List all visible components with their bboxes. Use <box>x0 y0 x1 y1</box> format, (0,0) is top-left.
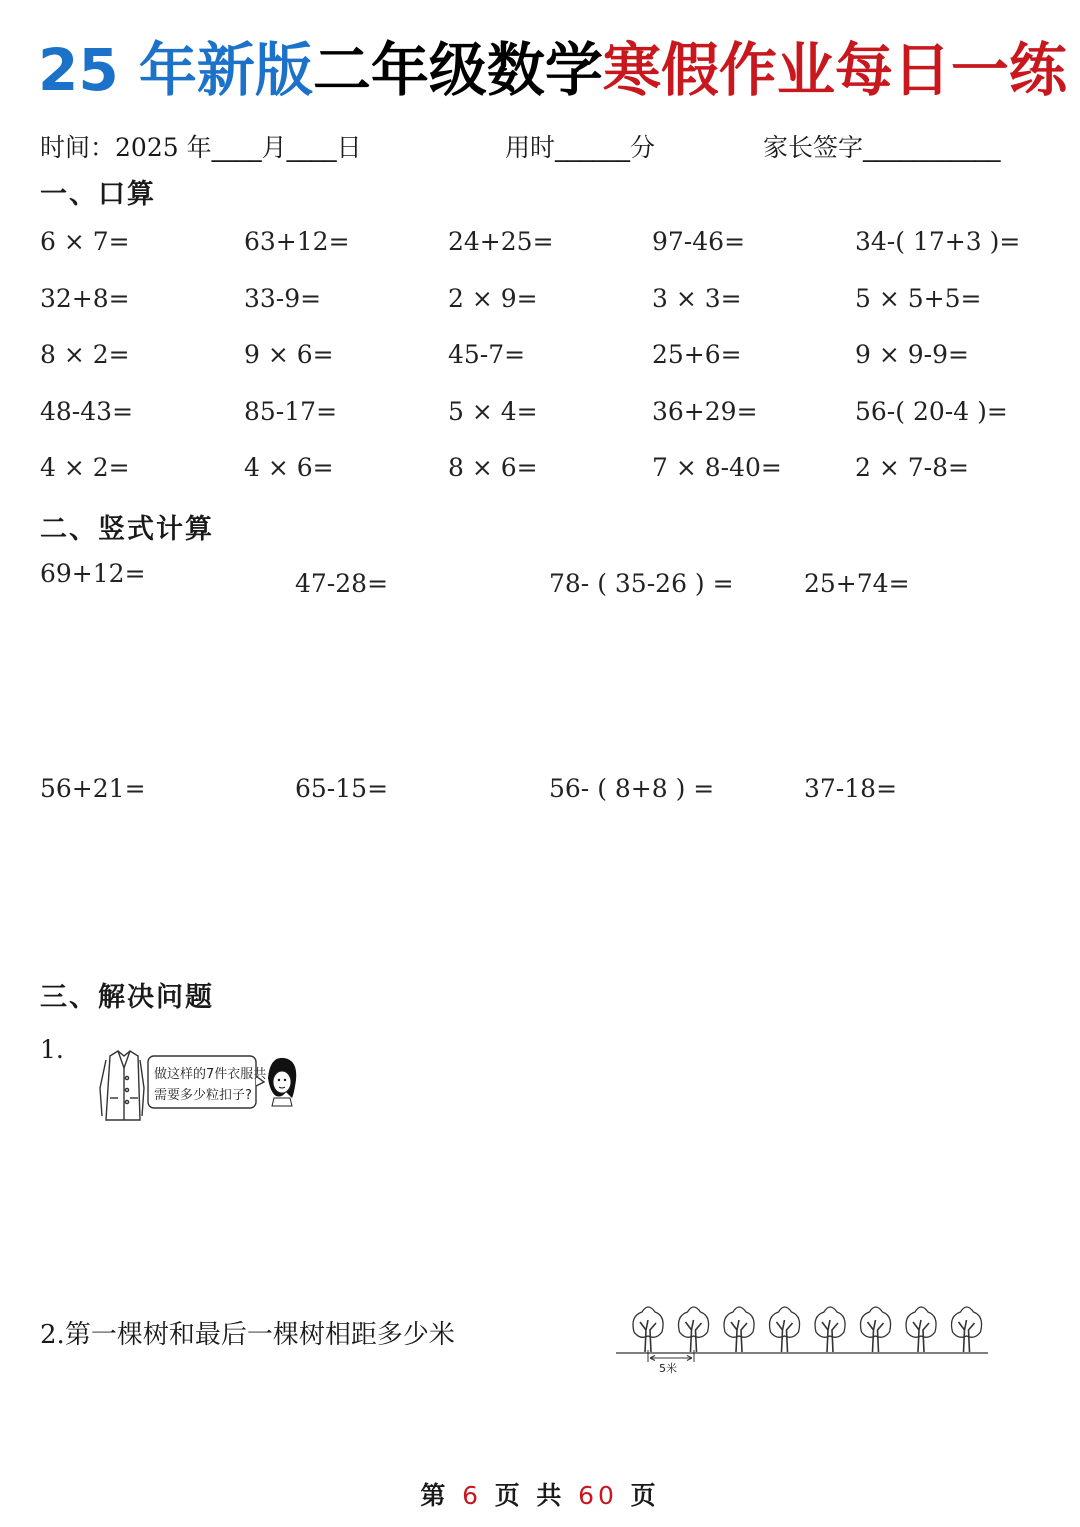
page-title <box>38 28 1067 118</box>
section-heading-oral: 一、口算 <box>40 179 156 210</box>
time-used-field[interactable]: 用时______分 <box>505 133 656 162</box>
oral-calc-problem: 2 × 9= <box>448 283 538 313</box>
oral-calc-problem: 32+8= <box>40 283 130 313</box>
vertical-problem: 56- ( 8+8 ) = <box>549 774 715 803</box>
oral-calc-problem: 4 × 2= <box>40 453 130 482</box>
footer-suffix: 页 <box>630 1481 660 1510</box>
oral-calc-problem: 9 × 9-9= <box>855 340 969 369</box>
oral-calc-row <box>40 335 1060 392</box>
oral-calc-problem: 33-9= <box>244 283 322 313</box>
coat-icon <box>100 1051 144 1120</box>
question-2-text: 第一棵树和最后一棵树相距多少米 <box>64 1320 455 1350</box>
oral-calc-problem: 4 × 6= <box>244 453 334 482</box>
question-2-number: 2. <box>40 1320 65 1350</box>
section-heading-vertical: 二、竖式计算 <box>40 514 214 545</box>
oral-calc-problem: 97-46= <box>652 227 746 256</box>
footer-middle: 页 共 <box>494 1481 566 1510</box>
oral-calc-problem: 36+29= <box>652 396 758 426</box>
current-page-number: 6 <box>462 1481 482 1510</box>
oral-calc-problem: 56-( 20-4 )= <box>855 396 1008 426</box>
question-1-number: 1. <box>40 1035 64 1064</box>
oral-calc-row <box>40 222 1060 279</box>
coat-and-girl-figure <box>96 1048 301 1126</box>
oral-calc-row <box>40 448 1060 505</box>
oral-calc-problem: 48-43= <box>40 396 134 426</box>
title-part-3: 寒假作业每日一练 <box>602 36 1067 104</box>
oral-calc-problem: 25+6= <box>652 340 742 369</box>
oral-calc-problem: 85-17= <box>244 396 338 426</box>
vertical-problem: 37-18= <box>804 774 898 803</box>
parent-signature-field[interactable]: 家长签字___________ <box>763 133 1001 162</box>
trees-figure <box>612 1302 992 1374</box>
oral-calc-problem: 2 × 7-8= <box>855 453 969 482</box>
oral-calc-problem: 9 × 6= <box>244 340 334 369</box>
speech-line-2: 需要多少粒扣子? <box>154 1088 252 1103</box>
oral-calc-problem: 8 × 6= <box>448 453 538 482</box>
title-part-1: 25 年新版 <box>38 36 313 104</box>
date-blanks: 年____月____日 <box>178 133 362 162</box>
date-year: 2025 <box>115 133 179 162</box>
footer-prefix: 第 <box>420 1481 450 1510</box>
tree-icon <box>906 1307 936 1352</box>
question-2 <box>40 1314 455 1351</box>
distance-label: 5米 <box>659 1362 677 1374</box>
title-part-2: 二年级数学 <box>312 36 603 104</box>
tree-icon <box>770 1307 800 1352</box>
vertical-problem: 47-28= <box>295 569 389 598</box>
vertical-problem: 65-15= <box>295 774 389 803</box>
vertical-problem: 25+74= <box>804 569 910 598</box>
tree-icon <box>633 1307 663 1352</box>
oral-calc-problem: 3 × 3= <box>652 283 742 313</box>
date-field[interactable] <box>40 128 362 168</box>
distance-marker <box>648 1350 694 1362</box>
tree-icon <box>952 1307 982 1352</box>
speech-line-1: 做这样的7件衣服共 <box>154 1067 267 1082</box>
oral-calc-grid <box>40 222 1060 505</box>
page-footer <box>0 1476 1080 1512</box>
oral-calc-problem: 7 × 8-40= <box>652 453 782 482</box>
vertical-problem: 69+12= <box>40 559 146 588</box>
oral-calc-problem: 5 × 5+5= <box>855 283 982 313</box>
oral-calc-problem: 45-7= <box>448 340 526 369</box>
total-pages-number: 60 <box>578 1481 618 1510</box>
vertical-problem: 78- ( 35-26 ) = <box>549 569 734 598</box>
vertical-problem: 56+21= <box>40 774 146 803</box>
tree-icon <box>815 1307 845 1352</box>
tree-icon <box>679 1307 709 1352</box>
oral-calc-problem: 63+12= <box>244 227 350 256</box>
tree-icon <box>724 1307 754 1352</box>
tree-icon <box>861 1307 891 1352</box>
oral-calc-problem: 5 × 4= <box>448 396 538 426</box>
section-heading-word-problems: 三、解决问题 <box>40 982 214 1013</box>
oral-calc-problem: 6 × 7= <box>40 227 130 256</box>
date-label: 时间： <box>40 133 116 162</box>
oral-calc-problem: 34-( 17+3 )= <box>855 227 1021 256</box>
oral-calc-problem: 24+25= <box>448 227 554 256</box>
oral-calc-problem: 8 × 2= <box>40 340 130 369</box>
girl-icon <box>268 1058 296 1106</box>
oral-calc-row <box>40 279 1060 336</box>
oral-calc-row <box>40 392 1060 449</box>
